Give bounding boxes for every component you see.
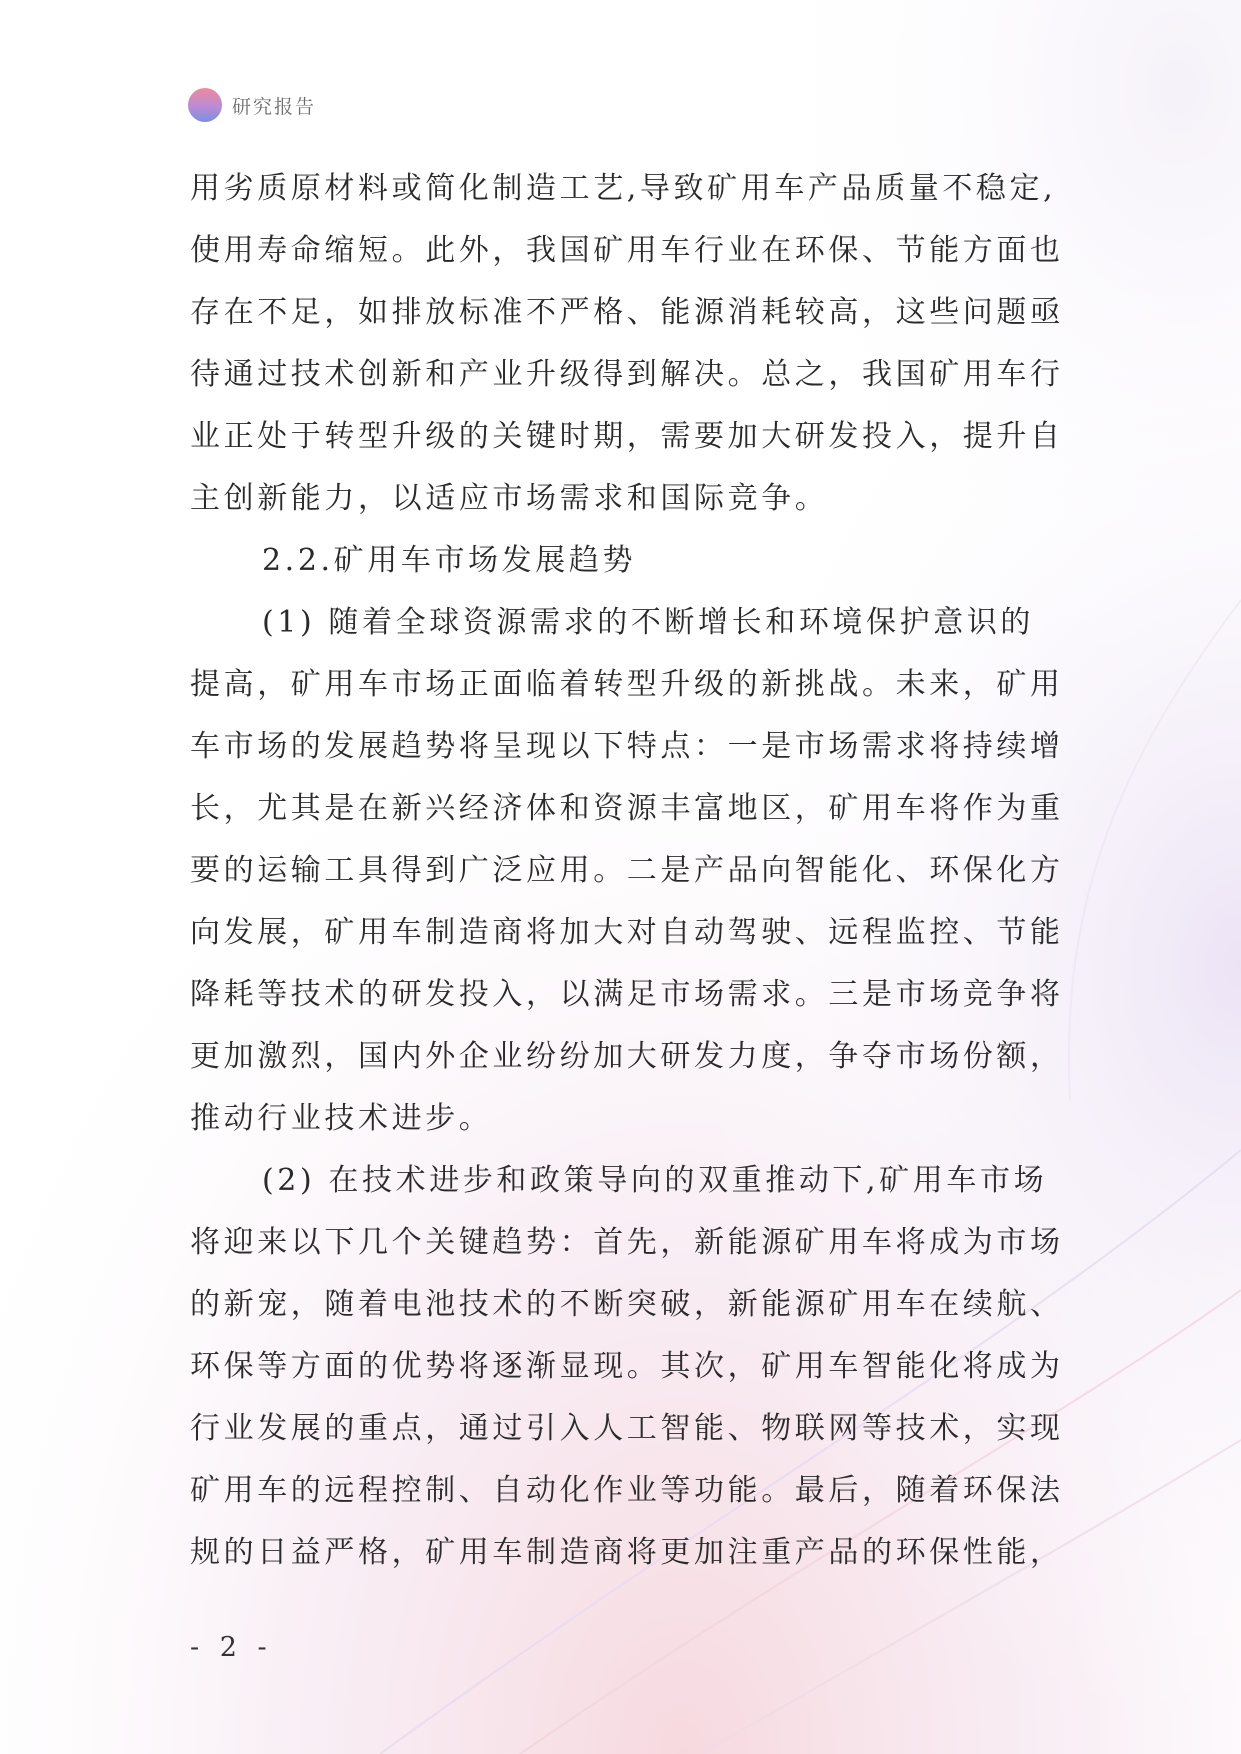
header-title: 研究报告 [232, 95, 317, 118]
body-line: 将迎来以下几个关键趋势：首先，新能源矿用车将成为市场 [190, 1225, 1064, 1260]
document-body [190, 158, 1090, 1584]
body-line: 用劣质原材料或简化制造工艺,导致矿用车产品质量不稳定, [190, 171, 1057, 206]
body-line: 存在不足，如排放标准不严格、能源消耗较高，这些问题亟 [190, 295, 1064, 330]
body-line: 使用寿命缩短。此外，我国矿用车行业在环保、节能方面也 [190, 233, 1064, 268]
report-header [188, 88, 316, 122]
page-number: - 2 - [190, 1632, 273, 1663]
body-line: 规的日益严格，矿用车制造商将更加注重产品的环保性能， [190, 1535, 1064, 1570]
body-line: 要的运输工具得到广泛应用。二是产品向智能化、环保化方 [190, 853, 1064, 888]
report-logo-icon [188, 88, 222, 122]
body-line: 长，尤其是在新兴经济体和资源丰富地区，矿用车将作为重 [190, 791, 1064, 826]
body-line: 推动行业技术进步。 [190, 1101, 493, 1136]
body-line: 更加激烈，国内外企业纷纷加大研发力度，争夺市场份额， [190, 1039, 1064, 1074]
body-line: 车市场的发展趋势将呈现以下特点：一是市场需求将持续增 [190, 729, 1064, 764]
body-line: 业正处于转型升级的关键时期，需要加大研发投入，提升自 [190, 419, 1064, 454]
body-line: 行业发展的重点，通过引入人工智能、物联网等技术，实现 [190, 1411, 1064, 1446]
body-line: (1) 随着全球资源需求的不断增长和环境保护意识的 [262, 605, 1035, 640]
body-line: 提高，矿用车市场正面临着转型升级的新挑战。未来，矿用 [190, 667, 1064, 702]
body-line: 向发展，矿用车制造商将加大对自动驾驶、远程监控、节能 [190, 915, 1064, 950]
body-line: (2) 在技术进步和政策导向的双重推动下,矿用车市场 [262, 1163, 1048, 1198]
body-line: 矿用车的远程控制、自动化作业等功能。最后，随着环保法 [190, 1473, 1064, 1508]
section-heading: 2.2.矿用车市场发展趋势 [262, 543, 637, 578]
body-line: 主创新能力，以适应市场需求和国际竞争。 [190, 481, 829, 516]
body-line: 的新宠，随着电池技术的不断突破，新能源矿用车在续航、 [190, 1287, 1064, 1322]
body-line: 待通过技术创新和产业升级得到解决。总之，我国矿用车行 [190, 357, 1064, 392]
body-line: 环保等方面的优势将逐渐显现。其次，矿用车智能化将成为 [190, 1349, 1064, 1384]
body-line: 降耗等技术的研发投入，以满足市场需求。三是市场竞争将 [190, 977, 1064, 1012]
